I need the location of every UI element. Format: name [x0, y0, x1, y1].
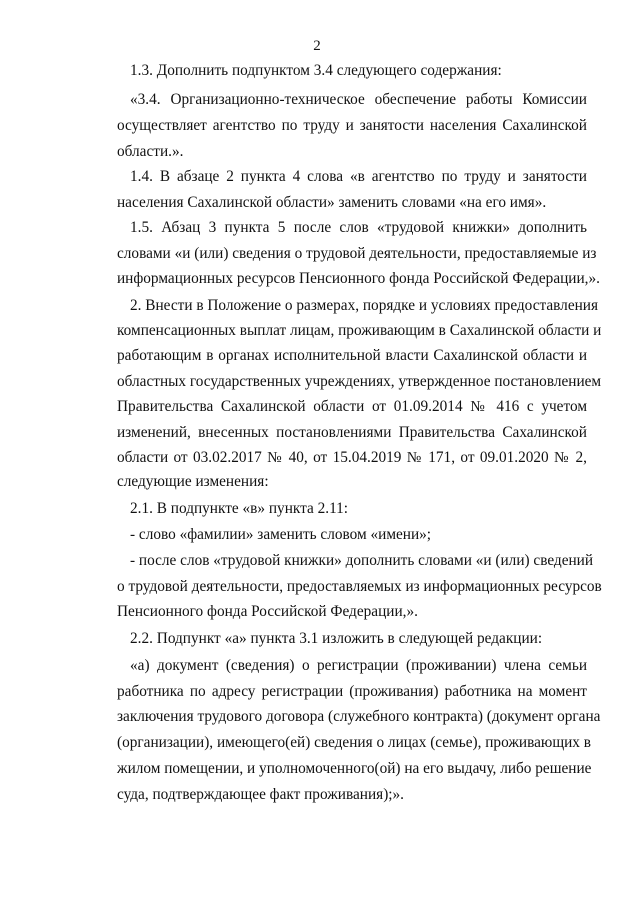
- paragraph-line: области от 03.02.2017 № 40, от 15.04.2019 № 171, от 09.01.2020 № 2,: [117, 449, 587, 466]
- paragraph-line: следующие изменения:: [117, 473, 269, 490]
- paragraph-line: изменений, внесенных постановлениями Правительства Сахалинской: [117, 424, 587, 441]
- paragraph-line: 1.5. Абзац 3 пункта 5 после слов «трудовой книжки» дополнить: [130, 219, 587, 236]
- paragraph-line: 1.4. В абзаце 2 пункта 4 слова «в агентство по труду и занятости: [130, 168, 587, 185]
- paragraph-line: Правительства Сахалинской области от 01.09.2014 № 416 с учетом: [117, 398, 587, 415]
- paragraph-line: жилом помещении, и уполномоченного(ой) на его выдачу, либо решение: [117, 760, 592, 777]
- paragraph-line: - слово «фамилии» заменить словом «имени»;: [130, 526, 432, 543]
- paragraph-line: «а) документ (сведения) о регистрации (проживании) члена семьи: [130, 657, 587, 674]
- paragraph-line: областных государственных учреждениях, утвержденное постановлением: [117, 373, 602, 390]
- paragraph-line: осуществляет агентство по труду и занятости населения Сахалинской: [117, 117, 587, 134]
- paragraph-line: о трудовой деятельности, предоставляемых из информационных ресурсов: [117, 578, 602, 595]
- paragraph-line: Пенсионного фонда Российской Федерации,».: [117, 603, 418, 620]
- paragraph-line: - после слов «трудовой книжки» дополнить словами «и (или) сведений: [130, 552, 594, 569]
- paragraph-line: заключения трудового договора (служебного контракта) (документ органа: [117, 708, 601, 725]
- paragraph-line: 1.3. Дополнить подпунктом 3.4 следующего содержания:: [130, 62, 502, 79]
- paragraph-line: работающим в органах исполнительной власти Сахалинской области и: [117, 347, 587, 364]
- paragraph-line: словами «и (или) сведения о трудовой деятельности, предоставляемые из: [117, 245, 597, 262]
- paragraph-line: области.».: [117, 143, 184, 160]
- paragraph-line: 2.1. В подпункте «в» пункта 2.11:: [130, 500, 349, 517]
- paragraph-line: суда, подтверждающее факт проживания);».: [117, 786, 405, 803]
- paragraph-line: информационных ресурсов Пенсионного фонда Российской Федерации,».: [117, 270, 600, 287]
- paragraph-line: (организации), имеющего(ей) сведения о лицах (семье), проживающих в: [117, 734, 592, 751]
- paragraph-line: населения Сахалинской области» заменить словами «на его имя».: [117, 194, 547, 211]
- paragraph-line: работника по адресу регистрации (проживания) работника на момент: [117, 683, 587, 700]
- paragraph-line: компенсационных выплат лицам, проживающим в Сахалинской области и: [117, 322, 602, 339]
- page-number: 2: [313, 38, 321, 54]
- paragraph-line: 2.2. Подпункт «а» пункта 3.1 изложить в следующей редакции:: [130, 630, 543, 647]
- paragraph-line: «3.4. Организационно-техническое обеспечение работы Комиссии: [130, 91, 587, 108]
- paragraph-line: 2. Внести в Положение о размерах, порядке и условиях предоставления: [130, 297, 599, 314]
